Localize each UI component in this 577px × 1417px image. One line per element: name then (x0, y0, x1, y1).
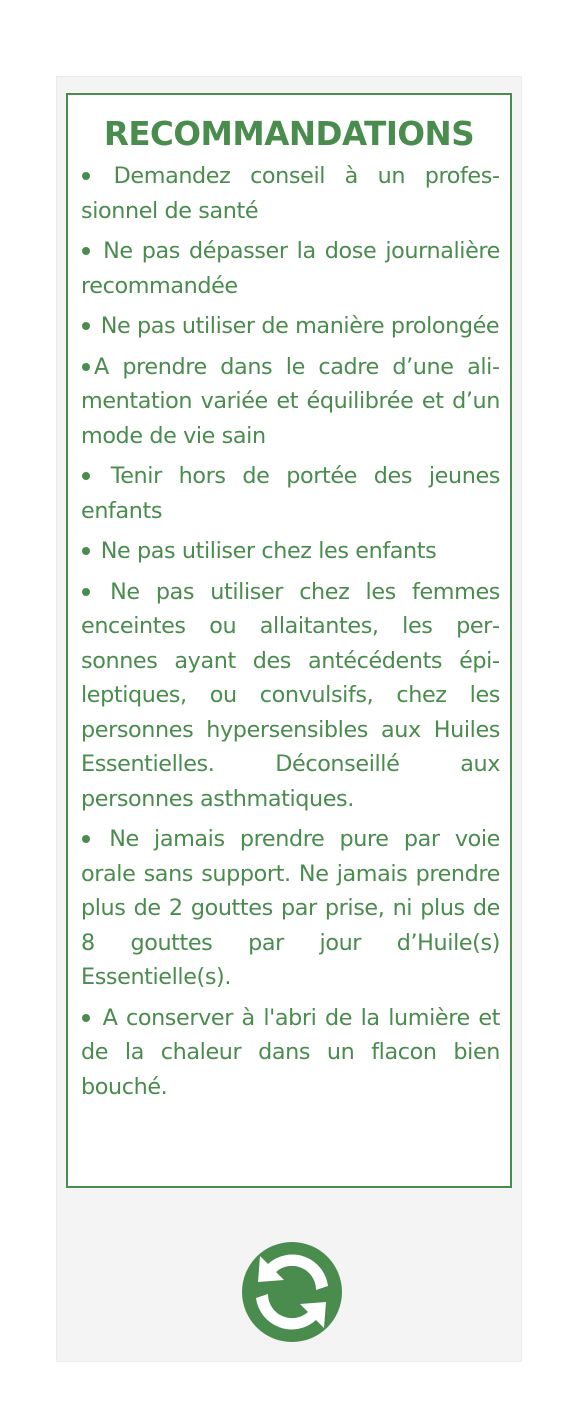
list-item-text: Ne pas utiliser chez les femmes enceintes ou allaitantes, les personnes ayant des antécédents épileptiques, ou convulsifs, chez les personnes hypersensibles aux Huiles Essentielles. Déconseillé aux personnes asthmatiques. (81, 578, 500, 812)
recommendations-list (68, 159, 510, 1104)
list-item (81, 234, 500, 303)
bullet-icon (81, 1013, 93, 1025)
green-dot-recycling-icon (240, 1240, 344, 1344)
bullet-icon (81, 471, 93, 483)
list-item (81, 309, 500, 344)
list-item (81, 575, 500, 817)
bullet-icon (81, 321, 93, 333)
recommendations-box (66, 93, 512, 1188)
list-item (81, 459, 500, 528)
bullet-icon (81, 246, 93, 258)
bullet-icon (81, 546, 93, 558)
bullet-icon (81, 171, 93, 183)
bullet-icon (81, 834, 93, 846)
bullet-icon (81, 362, 93, 374)
list-item (81, 350, 500, 454)
list-item-text: Demandez conseil à un professionnel de santé (81, 163, 500, 224)
recommendations-title: RECOMMANDATIONS (103, 115, 475, 153)
list-item-text: A prendre dans le cadre d’une alimentation variée et équilibrée et d’un mode de vie sain (81, 353, 500, 449)
list-item (81, 534, 500, 569)
list-item-text: Ne jamais prendre pure par voie orale sans support. Ne jamais prendre plus de 2 gouttes par prise, ni plus de 8 gouttes par jour d’Huile(s) Essentielle(s). (81, 826, 500, 990)
bullet-icon (81, 587, 93, 599)
list-item-text: Ne pas dépasser la dose journalière recommandée (81, 238, 500, 299)
list-item-text: Tenir hors de portée des jeunes enfants (81, 463, 500, 524)
list-item (81, 159, 500, 228)
list-item-text: Ne pas utiliser de manière prolongée (100, 313, 500, 339)
list-item-text: A conserver à l'abri de la lumière et de la chaleur dans un flacon bien bouché. (81, 1004, 500, 1100)
list-item (81, 1001, 500, 1105)
list-item-text: Ne pas utiliser chez les enfants (100, 538, 437, 564)
list-item (81, 822, 500, 995)
